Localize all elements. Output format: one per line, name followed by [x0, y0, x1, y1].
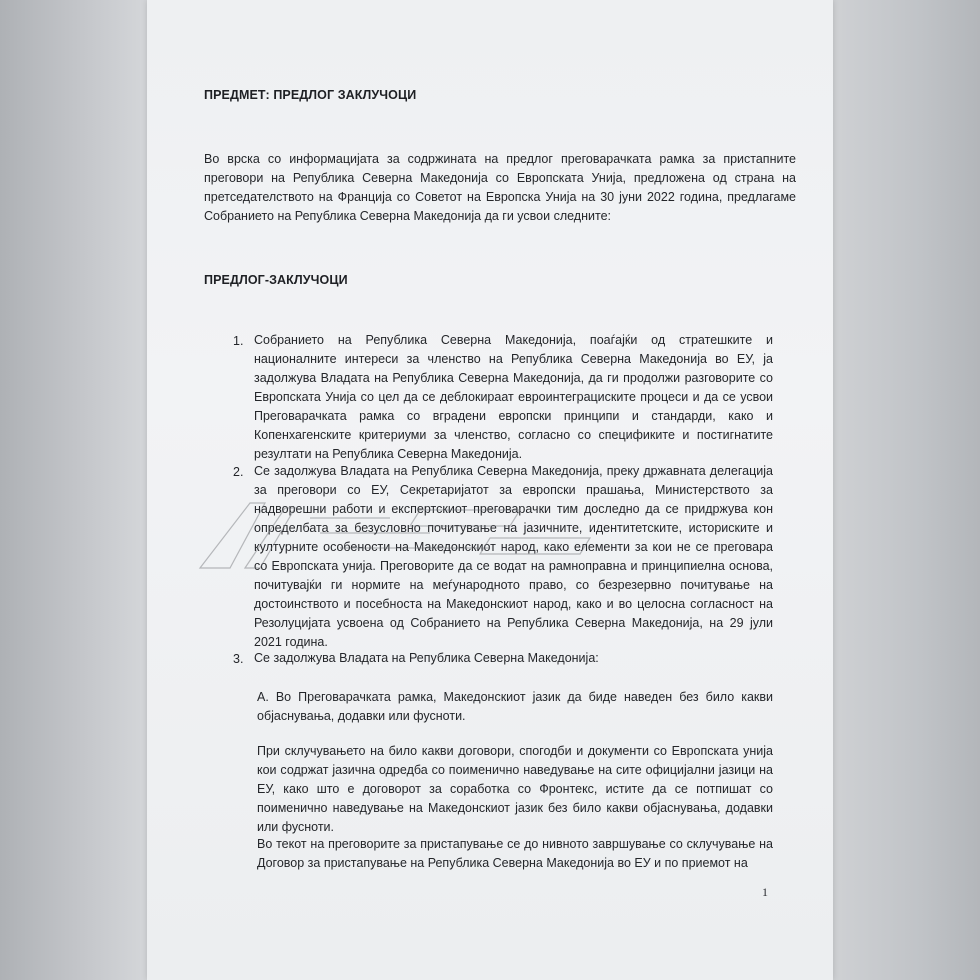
background-right — [832, 0, 980, 980]
background-left — [0, 0, 150, 980]
list-number-3: 3. — [233, 652, 244, 666]
list-item-3: Се задолжува Владата на Република Северна Македонија: — [254, 651, 599, 665]
sub-paragraph-3: Во текот на преговорите за пристапување се до нивното завршување со склучување на Договор за пристапување на Република Северна Македонија во ЕУ и по приемот на — [257, 837, 773, 870]
list-item-1: Собранието на Република Северна Македонија, поаѓајќи од стратешките и националните интереси за членство на Република Северна Македонија во ЕУ, ја задолжува Владата на Република Северна Македонија, да ги продолжи разговорите со Европската Унија со цел да се деблокираат евроинтеграциските процеси и да се усвои Преговарачката рамка со вградени европски принципи и стандарди, како и Копенхагенските критериуми за членство, согласно со спецификите и постигнатите резултати на Република Северна Македонија. — [254, 333, 773, 461]
sub-item-a: А. Во Преговарачката рамка, Македонскиот јазик да биде наведен без било какви објаснувања, додавки или фусноти. — [257, 690, 773, 723]
section-title: ПРЕДЛОГ-ЗАКЛУЧОЦИ — [204, 273, 348, 287]
intro-paragraph: Во врска со информацијата за содржината на предлог преговарачката рамка за пристапните преговори на Република Северна Македонија со Европската Унија, предложена од страна на претседателството на Франција со Советот на Европска Унија на 30 јуни 2022 година, предлагаме Собранието на Република Северна Македонија да ги усвои следните: — [204, 152, 796, 223]
page-number: 1 — [762, 885, 768, 899]
subject-heading: ПРЕДМЕТ: ПРЕДЛОГ ЗАКЛУЧОЦИ — [204, 88, 417, 102]
document-page — [147, 0, 833, 980]
list-number-2: 2. — [233, 465, 244, 479]
list-number-1: 1. — [233, 334, 244, 348]
list-item-2: Се задолжува Владата на Република Северна Македонија, преку државната делегација за преговори со ЕУ, Секретаријатот за европски прашања, Министерството за надворешни работи и експертскиот преговарачки тим доследно да се придржува кон определбата за безусловно почитување на јазичните, идентитетските, историските и културните особености на Македонскиот народ, како елементи за кои не се преговара со Европската унија. Преговорите да се водат на рамноправна и принципиелна основа, почитувајќи ги нормите на меѓународното право, со безрезервно почитување на достоинството и посебноста на Македонскиот народ, како и во целосна согласност на Резолуцијата усвоена од Собранието на Република Северна Македонија, на 29 јули 2021 година. — [254, 464, 773, 649]
sub-paragraph-2: При склучувањето на било какви договори, спогодби и документи со Европската унија кои содржат јазична одредба со поименично наведување на сите официјални јазици на ЕУ, како што е договорот за соработка со Фронтекс, истите да се потпишат со поименично наведување на Македонскиот јазик без било какви објаснувања, додавки или фусноти. — [257, 744, 773, 834]
